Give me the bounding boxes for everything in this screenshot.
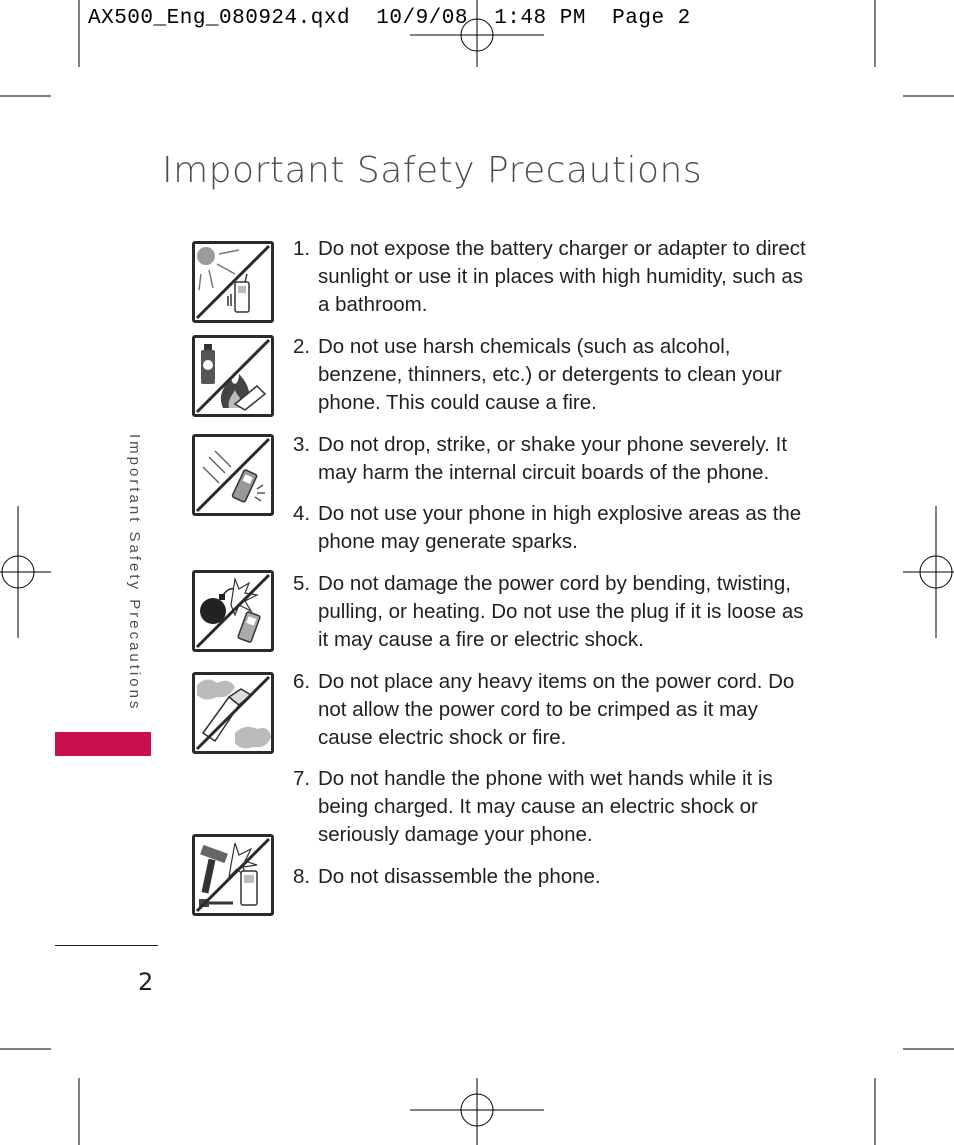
slug-time: 1:48 PM [494, 7, 586, 30]
item-number: 8. [293, 865, 311, 888]
precaution-item-6 [293, 668, 818, 752]
precaution-item-1 [293, 235, 818, 319]
precaution-item-2 [293, 333, 818, 417]
precaution-item-8 [293, 863, 818, 891]
item-number: 1. [293, 237, 311, 260]
sun-humidity-icon [192, 241, 274, 323]
item-text: Do not place any heavy items on the power cord. Do not allow the power cord to be crimped as it may cause electric shock or fire. [318, 670, 795, 749]
item-number: 7. [293, 767, 311, 790]
item-text: Do not use your phone in high explosive areas as the phone may generate sparks. [318, 502, 802, 553]
item-number: 4. [293, 502, 311, 525]
slug-date: 10/9/08 [376, 7, 468, 30]
item-number: 5. [293, 572, 311, 595]
item-text: Do not use harsh chemicals (such as alcohol, benzene, thinners, etc.) or detergents to clean your phone. This could cause a fire. [318, 335, 782, 414]
disassemble-phone-icon [192, 834, 274, 916]
precaution-item-4 [293, 500, 818, 556]
section-tab [55, 732, 151, 756]
registration-mark-top [410, 0, 544, 67]
chemical-fire-icon [192, 335, 274, 417]
footer-rule [55, 945, 158, 946]
precaution-item-5 [293, 570, 818, 654]
page-number: 2 [138, 968, 154, 996]
item-text: Do not drop, strike, or shake your phone severely. It may harm the internal circuit boards of the phone. [318, 433, 788, 484]
drop-phone-icon [192, 434, 274, 516]
side-section-label: Important Safety Precautions [126, 434, 143, 712]
item-text: Do not expose the battery charger or adapter to direct sunlight or use it in places with high humidity, such as a bathroom. [318, 237, 806, 316]
slug-file: AX500_Eng_080924.qxd [88, 7, 351, 30]
item-number: 6. [293, 670, 311, 693]
item-number: 3. [293, 433, 311, 456]
registration-mark-left [0, 506, 51, 638]
crushed-phone-icon [192, 672, 274, 754]
precaution-item-7 [293, 765, 818, 849]
item-text: Do not disassemble the phone. [318, 865, 601, 888]
registration-mark-bottom [410, 1078, 544, 1145]
item-number: 2. [293, 335, 311, 358]
explosive-area-icon [192, 570, 274, 652]
item-text: Do not handle the phone with wet hands while it is being charged. It may cause an electric shock or seriously damage your phone. [318, 767, 773, 846]
page-title: Important Safety Precautions [162, 150, 703, 191]
precaution-item-3 [293, 431, 818, 487]
registration-mark-right [903, 506, 954, 638]
item-text: Do not damage the power cord by bending, twisting, pulling, or heating. Do not use the plug if it is loose as it may cause a fire or electric shock. [318, 572, 804, 651]
slug-page: Page 2 [612, 7, 691, 30]
